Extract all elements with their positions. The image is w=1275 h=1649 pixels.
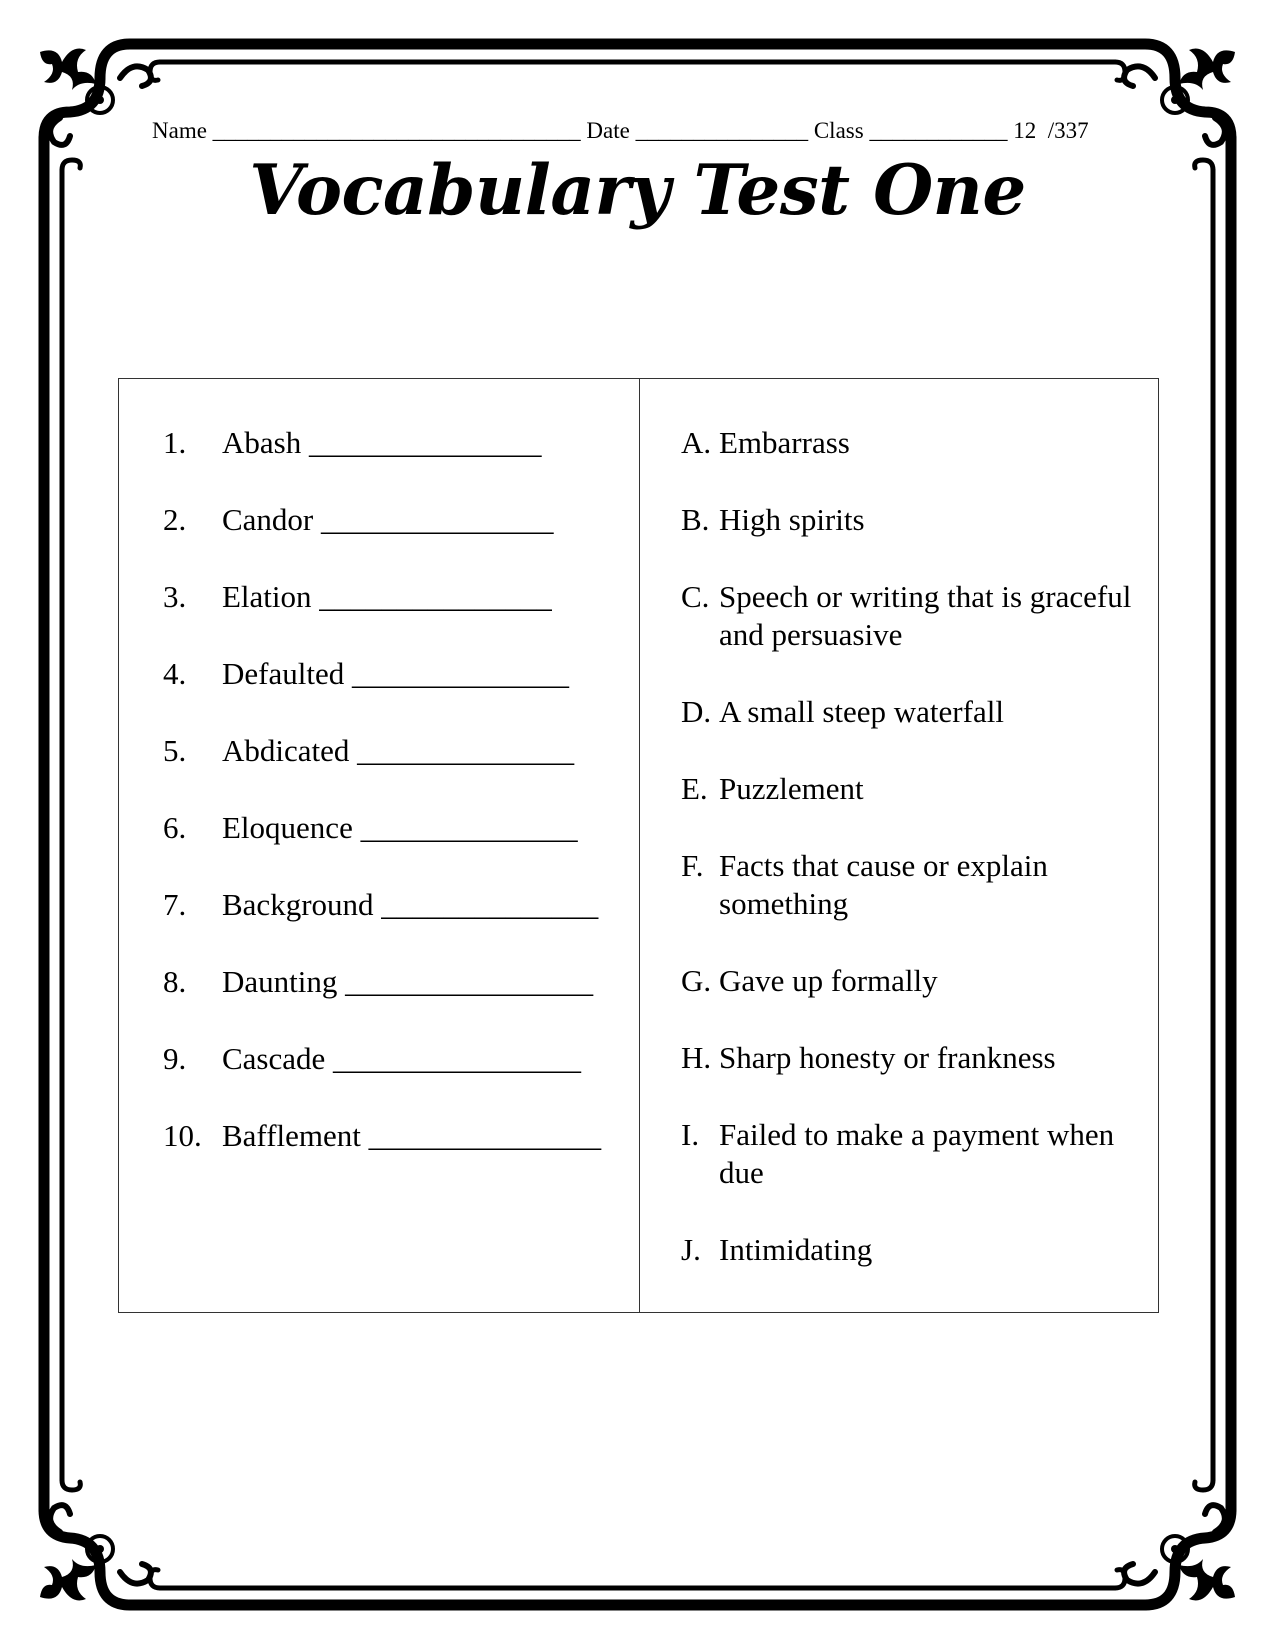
word-item bbox=[163, 962, 593, 1002]
word-number: 10. bbox=[163, 1118, 202, 1153]
vocab-word: Daunting bbox=[222, 964, 338, 999]
vocab-word: Eloquence bbox=[222, 810, 353, 845]
answer-blank[interactable]: ______________ bbox=[381, 887, 599, 922]
definition-item bbox=[681, 693, 1151, 731]
definition-letter: A. bbox=[681, 425, 712, 460]
definition-item bbox=[681, 1116, 1151, 1192]
definition-text: Embarrass bbox=[719, 425, 850, 460]
name-label: Name bbox=[152, 118, 207, 143]
word-item bbox=[163, 1116, 601, 1156]
definition-text: Failed to make a payment when due bbox=[719, 1117, 1115, 1190]
vocab-word: Abdicated bbox=[222, 733, 350, 768]
definition-letter: F. bbox=[681, 848, 704, 883]
student-info-header bbox=[152, 118, 1162, 144]
column-divider bbox=[639, 379, 640, 1312]
definition-text: High spirits bbox=[719, 502, 865, 537]
answer-blank[interactable]: ______________ bbox=[360, 810, 578, 845]
answer-blank[interactable]: ________________ bbox=[345, 964, 594, 999]
word-number: 2. bbox=[163, 502, 187, 537]
word-number: 4. bbox=[163, 656, 187, 691]
vocab-word: Bafflement bbox=[222, 1118, 361, 1153]
definition-item bbox=[681, 847, 1151, 923]
definition-letter: E. bbox=[681, 771, 708, 806]
definition-text: Puzzlement bbox=[719, 771, 864, 806]
word-item bbox=[163, 423, 541, 463]
word-number: 6. bbox=[163, 810, 187, 845]
definition-letter: G. bbox=[681, 963, 712, 998]
definition-text: Facts that cause or explain something bbox=[719, 848, 1048, 921]
date-label: Date bbox=[586, 118, 630, 143]
word-item bbox=[163, 885, 598, 925]
word-number: 1. bbox=[163, 425, 187, 460]
date-blank[interactable]: _______________ bbox=[629, 118, 814, 143]
vocab-word: Elation bbox=[222, 579, 312, 614]
vocab-word: Background bbox=[222, 887, 374, 922]
definition-text: Speech or writing that is graceful and persuasive bbox=[719, 579, 1132, 652]
definition-text: Sharp honesty or frankness bbox=[719, 1040, 1056, 1075]
definition-text: Intimidating bbox=[719, 1232, 873, 1267]
word-item bbox=[163, 654, 569, 694]
definition-letter: J. bbox=[681, 1232, 701, 1267]
answer-blank[interactable]: ______________ bbox=[357, 733, 575, 768]
definition-text: A small steep waterfall bbox=[719, 694, 1004, 729]
vocab-word: Defaulted bbox=[222, 656, 345, 691]
definition-item bbox=[681, 1231, 1151, 1269]
answer-blank[interactable]: _______________ bbox=[319, 579, 552, 614]
word-item bbox=[163, 1039, 581, 1079]
word-number: 7. bbox=[163, 887, 187, 922]
answer-blank[interactable]: _______________ bbox=[308, 425, 542, 460]
definition-item bbox=[681, 770, 1151, 808]
word-number: 9. bbox=[163, 1041, 187, 1076]
word-item bbox=[163, 808, 578, 848]
vocab-word: Cascade bbox=[222, 1041, 326, 1076]
definition-item bbox=[681, 578, 1151, 654]
answer-blank[interactable]: _______________ bbox=[368, 1118, 602, 1153]
class-blank[interactable]: ____________ bbox=[863, 118, 1014, 143]
word-item bbox=[163, 577, 552, 617]
name-blank[interactable]: ________________________________ bbox=[206, 118, 587, 143]
word-item bbox=[163, 731, 574, 771]
definition-letter: I. bbox=[681, 1117, 700, 1152]
definition-letter: C. bbox=[681, 579, 710, 614]
page-title: Vocabulary Test One bbox=[249, 150, 1026, 231]
word-item bbox=[163, 500, 554, 540]
answer-blank[interactable]: ________________ bbox=[333, 1041, 582, 1076]
word-number: 3. bbox=[163, 579, 187, 614]
definition-item bbox=[681, 962, 1151, 1000]
page-number: 12 bbox=[1013, 118, 1037, 143]
definition-item bbox=[681, 501, 1151, 539]
word-number: 8. bbox=[163, 964, 187, 999]
answer-blank[interactable]: _______________ bbox=[321, 502, 554, 537]
definition-text: Gave up formally bbox=[719, 963, 938, 998]
definition-letter: D. bbox=[681, 694, 712, 729]
matching-table bbox=[118, 378, 1159, 1313]
answer-blank[interactable]: ______________ bbox=[351, 656, 569, 691]
class-label: Class bbox=[813, 118, 864, 143]
vocab-word: Abash bbox=[222, 425, 302, 460]
definition-item bbox=[681, 1039, 1151, 1077]
definition-letter: B. bbox=[681, 502, 710, 537]
definition-item bbox=[681, 424, 1151, 462]
score-total: /337 bbox=[1047, 118, 1089, 143]
vocab-word: Candor bbox=[222, 502, 314, 537]
word-number: 5. bbox=[163, 733, 187, 768]
definition-letter: H. bbox=[681, 1040, 712, 1075]
